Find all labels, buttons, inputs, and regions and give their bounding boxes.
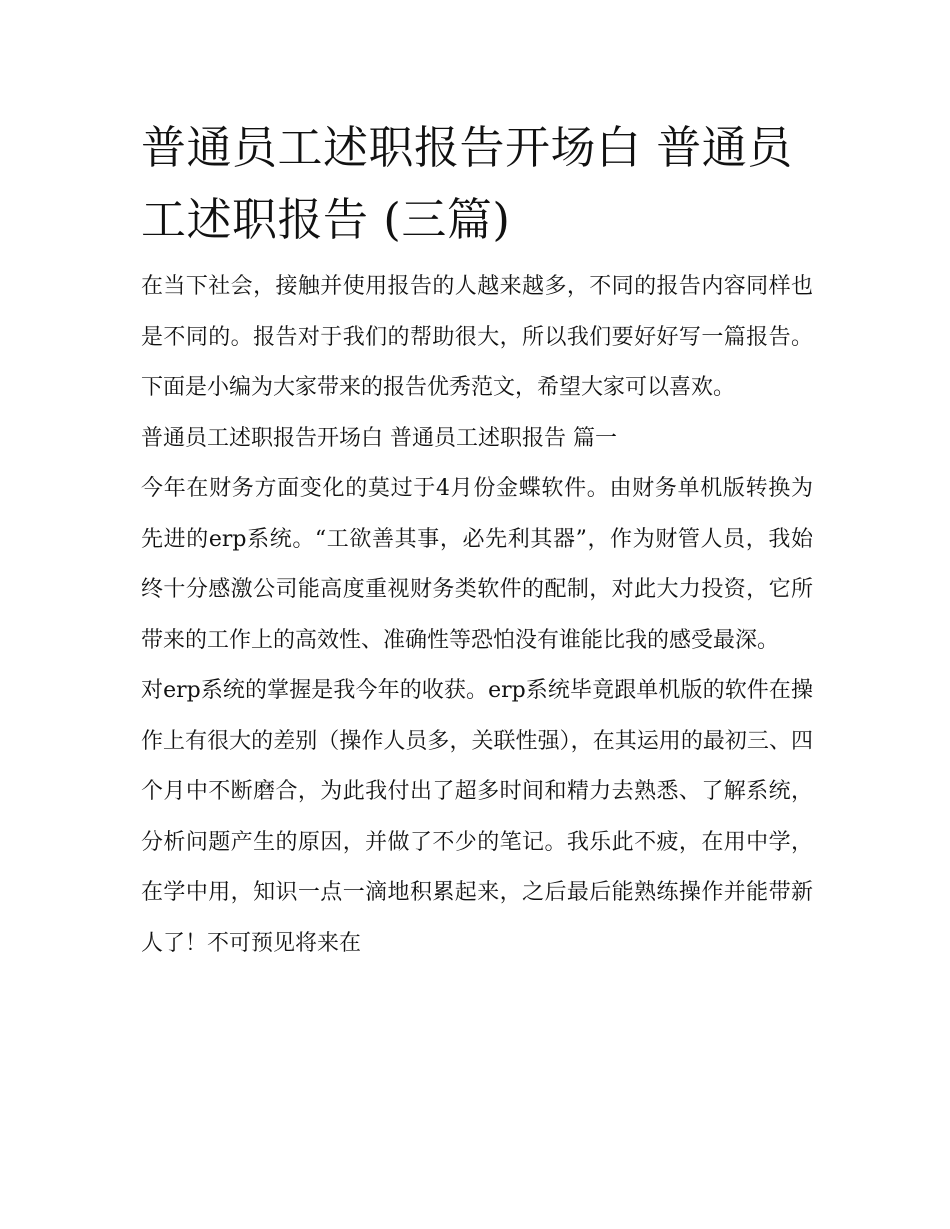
section-heading: 普通员工述职报告开场白 普通员工述职报告 篇一 [141, 425, 617, 451]
document-content [141, 112, 813, 969]
document-title: 普通员工述职报告开场白 普通员工述职报告 (三篇) [141, 121, 793, 246]
body-paragraph-2: 对erp系统的掌握是我今年的收获。erp系统毕竟跟单机版的软件在操作上有很大的差别（操作人员多，关联性强），在其运用的最初三、四个月中不断磨合，为此我付出了超多时间和精力去熟悉、了解系统，分析问题产生的原因，并做了不少的笔记。我乐此不疲，在用中学，在学中用，知识一点一滴地积累起来，之后最后能熟练操作并能带新人了！不可预见将来在 [141, 678, 813, 956]
document-body [141, 262, 813, 969]
intro-paragraph: 在当下社会，接触并使用报告的人越来越多，不同的报告内容同样也是不同的。报告对于我们的帮助很大，所以我们要好好写一篇报告。下面是小编为大家带来的报告优秀范文，希望大家可以喜欢。 [141, 274, 813, 400]
body-paragraph-1: 今年在财务方面变化的莫过于4月份金蝶软件。由财务单机版转换为先进的erp系统。“工欲善其事，必先利其器”，作为财管人员，我始终十分感激公司能高度重视财务类软件的配制，对此大力投资，它所带来的工作上的高效性、准确性等恐怕没有谁能比我的感受最深。 [141, 476, 813, 653]
